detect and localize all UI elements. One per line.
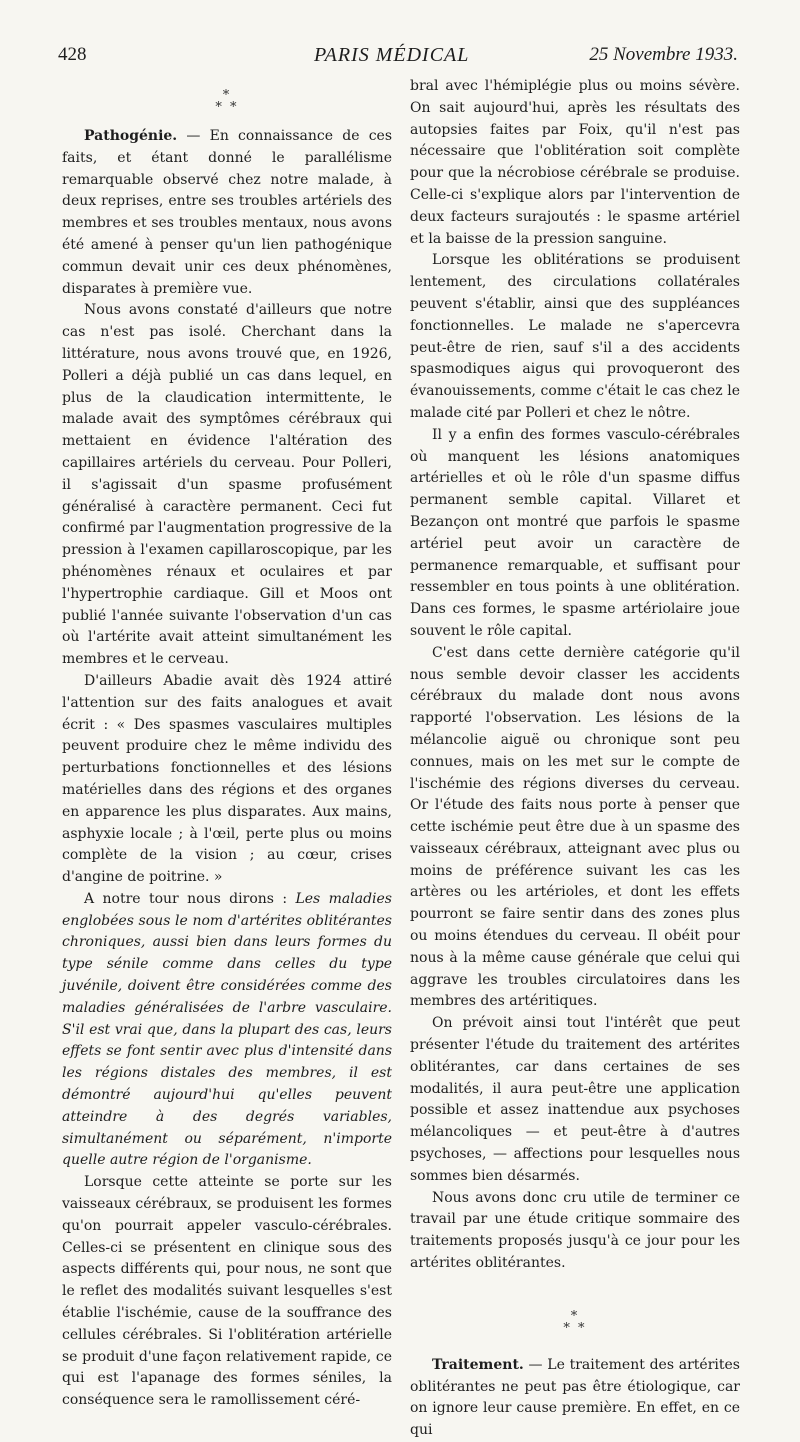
paragraph-text: — Le traitement des artérites oblitérantes ne peut pas être étiologique, car on ignore leur cause première. En effet, en ce qui	[410, 1356, 740, 1439]
paragraph-pathogenie	[62, 126, 392, 300]
star-top: *	[570, 1308, 580, 1324]
paragraph: D'ailleurs Abadie avait dès 1924 attiré l'attention sur des faits analogues et avait écrit : « Des spasmes vasculaires multiples peuvent produire chez le même individu des perturbations fonctionnelles et des lésions matérielles dans des régions et des organes en apparence les plus disparates. Aux mains, asphyxie locale ; à l'œil, perte plus ou moins complète de la vision ; au cœur, crises d'angine de poitrine. »	[62, 672, 392, 886]
page-header	[58, 44, 738, 70]
paragraph: On prévoit ainsi tout l'intérêt que peut présenter l'étude du traitement des artérites oblitérantes, car dans certaines de ses modalités, il aura peut-être une application possible et assez inattendue aux psychoses mélancoliques — et peut-être à d'autres psychoses, — affections pour lesquelles nous sommes bien désarmés.	[410, 1015, 740, 1184]
section-separator-stars	[410, 1275, 740, 1355]
section-heading-pathogenie: Pathogénie.	[84, 128, 178, 144]
star-bottom: * *	[215, 100, 239, 115]
paragraph: Lorsque cette atteinte se porte sur les vaisseaux cérébraux, se produisent les formes qu'on pourrait appeler vasculo-cérébrales. Celles-ci se présentent en clinique sous des aspects différents qui, pour nous, ne sont que le reflet des modalités suivant lesquelles s'est établie l'ischémie, cause de la souffrance des cellules cérébrales. Si l'oblitération artérielle se produit d'une façon relativement rapide, ce qui est l'apanage des formes séniles, la conséquence sera le ramollissement céré-	[62, 1174, 392, 1409]
star-top: *	[222, 88, 232, 103]
paragraph-lead: A notre tour nous dirons :	[84, 890, 296, 907]
journal-title: PARIS MÉDICAL	[314, 44, 470, 66]
paragraph: Nous avons donc cru utile de terminer ce travail par une étude critique sommaire des traitements proposés jusqu'à ce jour pour les artérites oblitérantes.	[410, 1189, 740, 1272]
paragraph: C'est dans cette dernière catégorie qu'il nous semble devoir classer les accidents cérébraux du malade dont nous avons rapporté l'observation. Les lésions de la mélancolie aiguë ou chronique sont peu connues, mais on les met sur le compte de l'ischémie des régions diverses du cerveau. Or l'étude des faits nous porte à penser que cette ischémie peut être due à un spasme des vaisseaux cérébraux, atteignant avec plus ou moins de préférence suivant les cas les artères ou les artérioles, et dont les effets pourront se faire sentir dans des zones plus ou moins étendues du cerveau. Il obéit pour nous à la même cause générale que celui qui aggrave les troubles circulatoires dans les membres des artéritiques.	[410, 644, 740, 1010]
paragraph-italic-quote	[62, 889, 392, 1172]
section-separator-stars	[62, 76, 392, 126]
page-number: 428	[58, 44, 87, 65]
italic-statement: Les maladies englobées sous le nom d'artérites oblitérantes chroniques, aussi bien dans leurs formes du type sénile comme dans celles du type juvénile, doivent être considérées comme des maladies généralisées de l'arbre vasculaire. S'il est vrai que, dans la plupart des cas, leurs effets se font sentir avec plus d'intensité dans les régions distales des membres, il est démontré aujourd'hui qu'elles peuvent atteindre à des degrés variables, simultanément ou séparément, n'importe quelle autre région de l'organisme.	[62, 890, 392, 1169]
right-column	[410, 76, 740, 1439]
issue-date: 25 Novembre 1933.	[589, 44, 738, 65]
paragraph: Nous avons constaté d'ailleurs que notre cas n'est pas isolé. Cherchant dans la littérature, nous avons trouvé que, en 1926, Polleri a déjà publié un cas dans lequel, en plus de la claudication intermittente, le malade avait des symptômes cérébraux qui mettaient en évidence l'altération des capillaires artériels du cerveau. Pour Polleri, il s'agissait d'un spasme profusément généralisé à caractère permanent. Ceci fut confirmé par l'augmentation progressive de la pression à l'examen capillaroscopique, par les phénomènes rénaux et oculaires et par l'hypertrophie cardiaque. Gill et Moos ont publié l'année suivante l'observation d'un cas où l'artérite avait atteint simultanément les membres et le cerveau.	[62, 302, 392, 668]
paragraph: Lorsque les oblitérations se produisent lentement, des circulations collatérales peuvent s'établir, ainsi que des suppléances fonctionnelles. Le malade ne s'apercevra peut-être de rien, sauf s'il a des accidents spasmodiques aigus qui provoqueront des évanouissements, comme c'était le cas chez le malade cité par Polleri et chez le nôtre.	[410, 252, 740, 421]
paragraph-text: — En connaissance de ces faits, et étant donné le parallélisme remarquable observé chez notre malade, à deux reprises, entre ses troubles artériels des membres et ses troubles mentaux, nous avons été amené à penser qu'un lien pathogénique commun devait unir ces deux phénomènes, disparates à première vue.	[62, 128, 392, 297]
paragraph: bral avec l'hémiplégie plus ou moins sévère. On sait aujourd'hui, après les résultats des autopsies faites par Foix, qu'il n'est pas nécessaire que l'oblitération soit complète pour que la nécrobiose cérébrale se produise. Celle-ci s'explique alors par l'intervention de deux facteurs surajoutés : le spasme artériel et la baisse de la pression sanguine.	[410, 78, 740, 247]
star-bottom: * *	[563, 1320, 587, 1336]
paragraph: Il y a enfin des formes vasculo-cérébrales où manquent les lésions anatomiques artérielles et où le rôle d'un spasme diffus permanent semble capital. Villaret et Bezançon ont montré que parfois le spasme artériel peut avoir un caractère de permanence remarquable, et suffisant pour ressembler en tous points à une oblitération. Dans ces formes, le spasme artériolaire joue souvent le rôle capital.	[410, 426, 740, 639]
paragraph-traitement	[410, 1355, 740, 1442]
left-column	[62, 76, 392, 1409]
section-heading-traitement: Traitement.	[432, 1356, 524, 1373]
